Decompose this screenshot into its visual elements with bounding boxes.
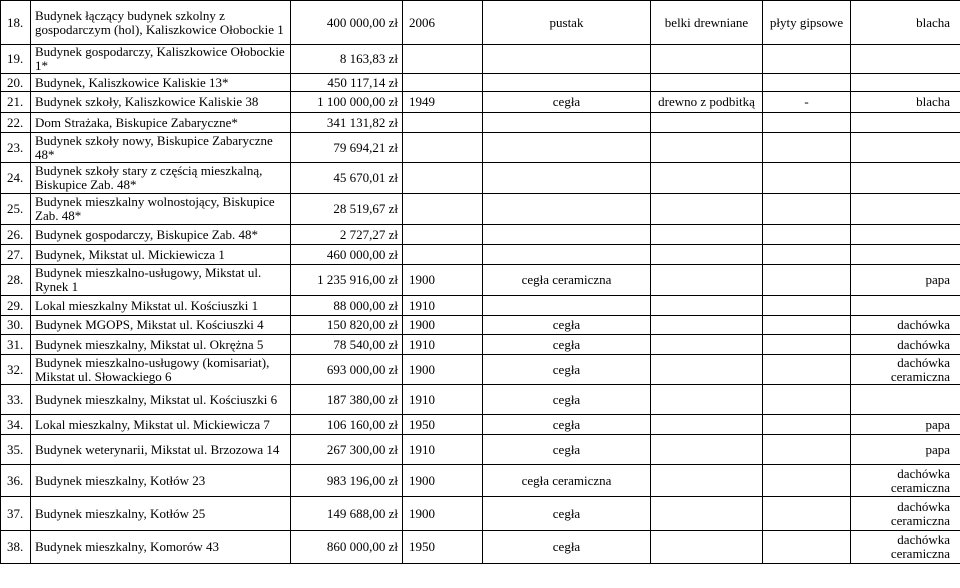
ceiling-material-cell bbox=[651, 335, 763, 355]
insulation-material-cell bbox=[763, 335, 851, 355]
ceiling-material-cell bbox=[651, 45, 763, 74]
build-year-cell: 1900 bbox=[403, 316, 483, 335]
walls-material-cell bbox=[483, 163, 651, 194]
roof-material-cell bbox=[851, 45, 960, 74]
insured-value-cell: 341 131,82 zł bbox=[291, 113, 403, 133]
row-number-cell: 36. bbox=[1, 465, 31, 497]
insulation-material-cell bbox=[763, 163, 851, 194]
build-year-cell bbox=[403, 45, 483, 74]
insulation-material-cell bbox=[763, 435, 851, 465]
roof-material-cell bbox=[851, 225, 960, 245]
insured-value-cell: 8 163,83 zł bbox=[291, 45, 403, 74]
table-row bbox=[1, 225, 960, 245]
walls-material-cell: cegła bbox=[483, 335, 651, 355]
table-row bbox=[1, 245, 960, 265]
walls-material-cell: cegła bbox=[483, 435, 651, 465]
walls-material-cell bbox=[483, 245, 651, 265]
build-year-cell: 1900 bbox=[403, 465, 483, 497]
build-year-cell bbox=[403, 163, 483, 194]
table-row bbox=[1, 133, 960, 163]
building-name-cell: Budynek gospodarczy, Kaliszkowice Ołobockie 1* bbox=[31, 45, 291, 74]
building-name-cell: Budynek mieszkalno-usługowy, Mikstat ul. Rynek 1 bbox=[31, 265, 291, 296]
walls-material-cell: cegła bbox=[483, 355, 651, 385]
insured-value-cell: 267 300,00 zł bbox=[291, 435, 403, 465]
table-row bbox=[1, 194, 960, 225]
build-year-cell bbox=[403, 225, 483, 245]
building-name-cell: Budynek mieszkalny wolnostojący, Biskupice Zab. 48* bbox=[31, 194, 291, 225]
insured-value-cell: 1 100 000,00 zł bbox=[291, 92, 403, 113]
ceiling-material-cell bbox=[651, 355, 763, 385]
insured-value-cell: 1 235 916,00 zł bbox=[291, 265, 403, 296]
insulation-material-cell bbox=[763, 385, 851, 415]
table-row bbox=[1, 435, 960, 465]
walls-material-cell bbox=[483, 225, 651, 245]
build-year-cell: 1950 bbox=[403, 531, 483, 564]
building-name-cell: Lokal mieszkalny Mikstat ul. Kościuszki 1 bbox=[31, 296, 291, 316]
insured-value-cell: 460 000,00 zł bbox=[291, 245, 403, 265]
table-row bbox=[1, 316, 960, 335]
insured-value-cell: 28 519,67 zł bbox=[291, 194, 403, 225]
row-number-cell: 32. bbox=[1, 355, 31, 385]
table-body bbox=[1, 1, 960, 564]
row-number-cell: 22. bbox=[1, 113, 31, 133]
row-number-cell: 30. bbox=[1, 316, 31, 335]
row-number-cell: 20. bbox=[1, 74, 31, 92]
table-row bbox=[1, 92, 960, 113]
row-number-cell: 26. bbox=[1, 225, 31, 245]
building-name-cell: Budynek szkoły, Kaliszkowice Kaliskie 38 bbox=[31, 92, 291, 113]
table-row bbox=[1, 385, 960, 415]
insulation-material-cell bbox=[763, 45, 851, 74]
table-row bbox=[1, 465, 960, 497]
walls-material-cell bbox=[483, 194, 651, 225]
building-name-cell: Budynek MGOPS, Mikstat ul. Kościuszki 4 bbox=[31, 316, 291, 335]
table-row bbox=[1, 1, 960, 45]
row-number-cell: 31. bbox=[1, 335, 31, 355]
ceiling-material-cell bbox=[651, 194, 763, 225]
row-number-cell: 25. bbox=[1, 194, 31, 225]
insured-value-cell: 450 117,14 zł bbox=[291, 74, 403, 92]
build-year-cell: 1910 bbox=[403, 335, 483, 355]
ceiling-material-cell bbox=[651, 385, 763, 415]
table-row bbox=[1, 415, 960, 435]
insulation-material-cell bbox=[763, 133, 851, 163]
walls-material-cell: cegła bbox=[483, 497, 651, 531]
table-row bbox=[1, 296, 960, 316]
build-year-cell: 1910 bbox=[403, 435, 483, 465]
insured-value-cell: 45 670,01 zł bbox=[291, 163, 403, 194]
insured-value-cell: 693 000,00 zł bbox=[291, 355, 403, 385]
row-number-cell: 24. bbox=[1, 163, 31, 194]
building-name-cell: Budynek mieszkalno-usługowy (komisariat), Mikstat ul. Słowackiego 6 bbox=[31, 355, 291, 385]
roof-material-cell: dachówka ceramiczna bbox=[851, 465, 960, 497]
building-name-cell: Budynek gospodarczy, Biskupice Zab. 48* bbox=[31, 225, 291, 245]
row-number-cell: 29. bbox=[1, 296, 31, 316]
table-row bbox=[1, 74, 960, 92]
walls-material-cell bbox=[483, 45, 651, 74]
building-name-cell: Budynek szkoły stary z częścią mieszkalną, Biskupice Zab. 48* bbox=[31, 163, 291, 194]
building-name-cell: Budynek szkoły nowy, Biskupice Zabaryczne 48* bbox=[31, 133, 291, 163]
ceiling-material-cell bbox=[651, 163, 763, 194]
insulation-material-cell bbox=[763, 225, 851, 245]
row-number-cell: 23. bbox=[1, 133, 31, 163]
row-number-cell: 21. bbox=[1, 92, 31, 113]
insulation-material-cell bbox=[763, 316, 851, 335]
ceiling-material-cell bbox=[651, 245, 763, 265]
insured-value-cell: 79 694,21 zł bbox=[291, 133, 403, 163]
build-year-cell bbox=[403, 74, 483, 92]
roof-material-cell bbox=[851, 113, 960, 133]
build-year-cell: 1900 bbox=[403, 265, 483, 296]
build-year-cell bbox=[403, 133, 483, 163]
roof-material-cell bbox=[851, 194, 960, 225]
roof-material-cell: dachówka bbox=[851, 316, 960, 335]
roof-material-cell bbox=[851, 296, 960, 316]
row-number-cell: 35. bbox=[1, 435, 31, 465]
walls-material-cell: cegła bbox=[483, 316, 651, 335]
insured-value-cell: 150 820,00 zł bbox=[291, 316, 403, 335]
insulation-material-cell bbox=[763, 531, 851, 564]
ceiling-material-cell bbox=[651, 531, 763, 564]
build-year-cell: 1950 bbox=[403, 415, 483, 435]
table-row bbox=[1, 163, 960, 194]
walls-material-cell: cegła ceramiczna bbox=[483, 465, 651, 497]
walls-material-cell: cegła bbox=[483, 415, 651, 435]
walls-material-cell bbox=[483, 133, 651, 163]
row-number-cell: 38. bbox=[1, 531, 31, 564]
insulation-material-cell bbox=[763, 113, 851, 133]
insured-value-cell: 149 688,00 zł bbox=[291, 497, 403, 531]
building-name-cell: Budynek mieszkalny, Mikstat ul. Okrężna 5 bbox=[31, 335, 291, 355]
building-name-cell: Budynek, Kaliszkowice Kaliskie 13* bbox=[31, 74, 291, 92]
building-name-cell: Budynek mieszkalny, Mikstat ul. Kościuszki 6 bbox=[31, 385, 291, 415]
roof-material-cell bbox=[851, 385, 960, 415]
table-row bbox=[1, 531, 960, 564]
insulation-material-cell: płyty gipsowe bbox=[763, 1, 851, 45]
building-name-cell: Lokal mieszkalny, Mikstat ul. Mickiewicza 7 bbox=[31, 415, 291, 435]
roof-material-cell: papa bbox=[851, 415, 960, 435]
insured-value-cell: 106 160,00 zł bbox=[291, 415, 403, 435]
insulation-material-cell bbox=[763, 74, 851, 92]
table-row bbox=[1, 335, 960, 355]
walls-material-cell: pustak bbox=[483, 1, 651, 45]
ceiling-material-cell bbox=[651, 225, 763, 245]
insulation-material-cell bbox=[763, 296, 851, 316]
ceiling-material-cell bbox=[651, 113, 763, 133]
table-row bbox=[1, 45, 960, 74]
roof-material-cell: blacha bbox=[851, 92, 960, 113]
ceiling-material-cell bbox=[651, 316, 763, 335]
walls-material-cell: cegła bbox=[483, 92, 651, 113]
table-row bbox=[1, 355, 960, 385]
insured-value-cell: 983 196,00 zł bbox=[291, 465, 403, 497]
ceiling-material-cell bbox=[651, 435, 763, 465]
insulation-material-cell bbox=[763, 465, 851, 497]
walls-material-cell bbox=[483, 74, 651, 92]
roof-material-cell bbox=[851, 133, 960, 163]
insured-value-cell: 860 000,00 zł bbox=[291, 531, 403, 564]
roof-material-cell: dachówka bbox=[851, 335, 960, 355]
insulation-material-cell bbox=[763, 245, 851, 265]
build-year-cell: 1900 bbox=[403, 355, 483, 385]
row-number-cell: 19. bbox=[1, 45, 31, 74]
row-number-cell: 27. bbox=[1, 245, 31, 265]
insulation-material-cell bbox=[763, 355, 851, 385]
ceiling-material-cell bbox=[651, 133, 763, 163]
ceiling-material-cell bbox=[651, 465, 763, 497]
roof-material-cell: dachówka ceramiczna bbox=[851, 497, 960, 531]
roof-material-cell: blacha bbox=[851, 1, 960, 45]
roof-material-cell bbox=[851, 163, 960, 194]
ceiling-material-cell bbox=[651, 74, 763, 92]
roof-material-cell bbox=[851, 74, 960, 92]
table-row bbox=[1, 265, 960, 296]
row-number-cell: 18. bbox=[1, 1, 31, 45]
ceiling-material-cell: drewno z podbitką bbox=[651, 92, 763, 113]
row-number-cell: 33. bbox=[1, 385, 31, 415]
row-number-cell: 28. bbox=[1, 265, 31, 296]
ceiling-material-cell bbox=[651, 415, 763, 435]
roof-material-cell: dachówka ceramiczna bbox=[851, 355, 960, 385]
insulation-material-cell bbox=[763, 497, 851, 531]
building-name-cell: Dom Strażaka, Biskupice Zabaryczne* bbox=[31, 113, 291, 133]
building-name-cell: Budynek mieszkalny, Komorów 43 bbox=[31, 531, 291, 564]
building-name-cell: Budynek łączący budynek szkolny z gospodarczym (hol), Kaliszkowice Ołobockie 1 bbox=[31, 1, 291, 45]
insured-value-cell: 78 540,00 zł bbox=[291, 335, 403, 355]
build-year-cell: 1900 bbox=[403, 497, 483, 531]
building-name-cell: Budynek weterynarii, Mikstat ul. Brzozowa 14 bbox=[31, 435, 291, 465]
walls-material-cell: cegła bbox=[483, 531, 651, 564]
table-row bbox=[1, 113, 960, 133]
roof-material-cell: papa bbox=[851, 265, 960, 296]
build-year-cell bbox=[403, 245, 483, 265]
walls-material-cell: cegła ceramiczna bbox=[483, 265, 651, 296]
insulation-material-cell bbox=[763, 415, 851, 435]
ceiling-material-cell bbox=[651, 497, 763, 531]
roof-material-cell: papa bbox=[851, 435, 960, 465]
walls-material-cell bbox=[483, 113, 651, 133]
build-year-cell: 1910 bbox=[403, 296, 483, 316]
building-name-cell: Budynek, Mikstat ul. Mickiewicza 1 bbox=[31, 245, 291, 265]
row-number-cell: 34. bbox=[1, 415, 31, 435]
row-number-cell: 37. bbox=[1, 497, 31, 531]
build-year-cell bbox=[403, 113, 483, 133]
walls-material-cell bbox=[483, 296, 651, 316]
ceiling-material-cell bbox=[651, 265, 763, 296]
insured-value-cell: 187 380,00 zł bbox=[291, 385, 403, 415]
building-name-cell: Budynek mieszkalny, Kotłów 25 bbox=[31, 497, 291, 531]
insured-value-cell: 400 000,00 zł bbox=[291, 1, 403, 45]
walls-material-cell: cegła bbox=[483, 385, 651, 415]
insulation-material-cell bbox=[763, 265, 851, 296]
ceiling-material-cell: belki drewniane bbox=[651, 1, 763, 45]
ceiling-material-cell bbox=[651, 296, 763, 316]
table-row bbox=[1, 497, 960, 531]
building-name-cell: Budynek mieszkalny, Kotłów 23 bbox=[31, 465, 291, 497]
insured-value-cell: 2 727,27 zł bbox=[291, 225, 403, 245]
build-year-cell: 1910 bbox=[403, 385, 483, 415]
build-year-cell: 1949 bbox=[403, 92, 483, 113]
build-year-cell bbox=[403, 194, 483, 225]
insured-value-cell: 88 000,00 zł bbox=[291, 296, 403, 316]
roof-material-cell bbox=[851, 245, 960, 265]
insulation-material-cell: - bbox=[763, 92, 851, 113]
build-year-cell: 2006 bbox=[403, 1, 483, 45]
insulation-material-cell bbox=[763, 194, 851, 225]
roof-material-cell: dachówka ceramiczna bbox=[851, 531, 960, 564]
